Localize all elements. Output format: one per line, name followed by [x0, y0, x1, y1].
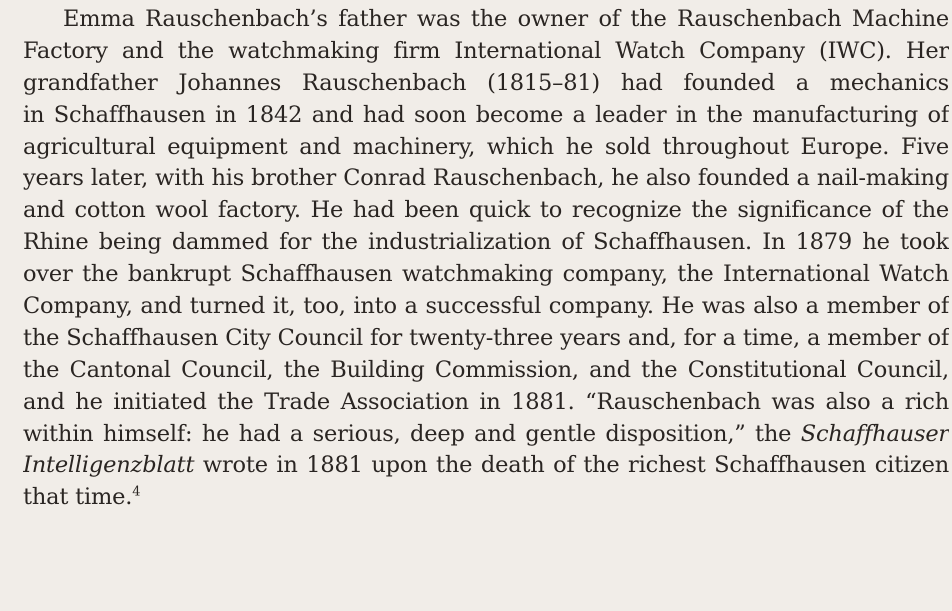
line-16-text: that time. [23, 484, 133, 511]
text-line-4: in Schaffhausen in 1842 and had soon become a leader in the manufacturing of [23, 101, 949, 128]
text-line-6: years later, with his brother Conrad Rauschenbach, he also founded a nail-making [23, 165, 949, 192]
body-paragraph [23, 4, 952, 514]
newspaper-title-part-1: Schaffhauser [800, 420, 949, 447]
newspaper-title-part-2: Intelligenzblatt [23, 452, 195, 479]
text-line-11: the Schaffhausen City Council for twenty-three years and, for a time, a member of [23, 324, 949, 351]
footnote-marker: 4 [132, 484, 141, 500]
line-14-text: within himself: he had a serious, deep and gentle disposition,” the [23, 420, 801, 447]
text-line-8: Rhine being dammed for the industrialization of Schaffhausen. In 1879 he took [23, 229, 949, 256]
line-15-text: wrote in 1881 upon the death of the richest Schaffhausen citizen [202, 452, 949, 479]
text-line-3: grandfather Johannes Rauschenbach (1815–81) had founded a mechanics [23, 69, 949, 96]
text-line-14 [23, 419, 949, 451]
text-line-5: agricultural equipment and machinery, which he sold throughout Europe. Five [23, 133, 949, 160]
text-line-12: the Cantonal Council, the Building Commission, and the Constitutional Council, [23, 356, 949, 383]
text-line-15 [23, 450, 949, 482]
text-line-2: Factory and the watchmaking firm International Watch Company (IWC). Her [23, 37, 949, 64]
text-line-1: Emma Rauschenbach’s father was the owner of the Rauschenbach Machine [63, 6, 949, 32]
text-line-9: over the bankrupt Schaffhausen watchmaking company, the International Watch [23, 261, 949, 288]
text-line-16 [23, 482, 952, 514]
text-line-7: and cotton wool factory. He had been quick to recognize the significance of the [23, 197, 949, 224]
text-line-13: and he initiated the Trade Association in 1881. “Rauschenbach was also a rich [23, 388, 949, 415]
text-line-10: Company, and turned it, too, into a successful company. He was also a member of [23, 293, 949, 320]
